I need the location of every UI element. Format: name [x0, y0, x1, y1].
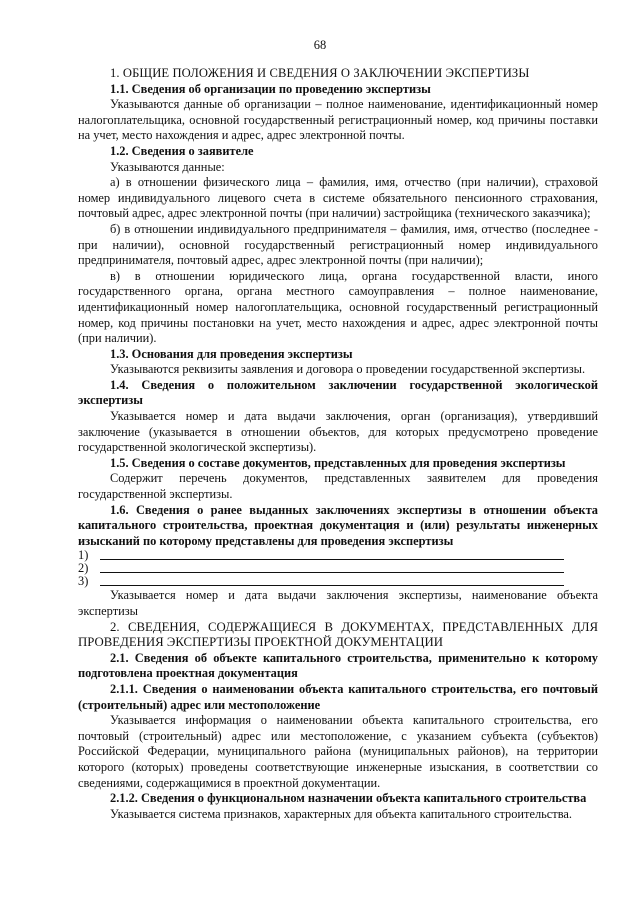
subsection-1-2-title: 1.2. Сведения о заявителе: [110, 143, 254, 158]
page-number: 68: [313, 38, 327, 52]
blank-rule: [100, 564, 564, 573]
blank-rule: [100, 551, 564, 560]
blank-line-2: [78, 562, 598, 575]
subsection-1-2-item-a: а) в отношении физического лица – фамилия, имя, отчество (при наличии), страховой номер индивидуального лицевого счета в системе обязательного пенсионного страхования, почтовый адрес, адрес электронной почты (при наличии) застройщика (технического заказчика);: [78, 175, 598, 221]
blank-line-1: [78, 549, 598, 562]
subsection-1-3-title: 1.3. Основания для проведения экспертизы: [110, 346, 353, 361]
subsection-2-1-1-text: Указывается информация о наименовании объекта капитального строительства, его почтовый (строительный) адрес или местоположение, с указанием субъекта (субъектов) Российской Федерации, муниципального района (муниципальных районов), на территории которого (которых) проведены соответствующие инженерные изыскания, в соответствии со сведениями, содержащимися в проектной документации.: [78, 713, 598, 790]
section-1-title: 1. ОБЩИЕ ПОЛОЖЕНИЯ И СВЕДЕНИЯ О ЗАКЛЮЧЕНИИ ЭКСПЕРТИЗЫ: [110, 66, 530, 80]
subsection-1-4-text: Указывается номер и дата выдачи заключения, орган (организация), утвердивший заключение (указывается в отношении объектов, для которых предусмотрено проведение государственной экологической экспертизы).: [78, 409, 598, 455]
subsection-2-1-1-title: 2.1.1. Сведения о наименовании объекта капитального строительства, его почтовый (строительный) адрес или местоположение: [78, 681, 598, 712]
subsection-1-1-text: Указываются данные об организации – полное наименование, идентификационный номер налогоплательщика, основной государственный регистрационный номер, код причины поставки на учет, место нахождения и адрес, адрес электронной почты.: [78, 97, 598, 143]
subsection-1-2-item-c: в) в отношении юридического лица, органа государственной власти, иного государственного органа, органа местного самоуправления – полное наименование, идентификационный номер налогоплательщика, основной государственный регистрационный номер, код причины постановки на учет, место нахождения и адрес, адрес электронной почты (при наличии).: [78, 268, 598, 346]
subsection-1-6-title: 1.6. Сведения о ранее выданных заключениях экспертизы в отношении объекта капитального строительства, проектная документация и (или) результаты инженерных изысканий по которому представлены для проведения экспертизы: [78, 502, 598, 548]
subsection-2-1-title: 2.1. Сведения об объекте капитального строительства, применительно к которому подготовлена проектная документация: [78, 650, 598, 681]
document-body: [78, 66, 598, 822]
subsection-1-5-text: Содержит перечень документов, представленных заявителем для проведения государственной экспертизы.: [78, 471, 598, 502]
subsection-1-2-intro: Указываются данные:: [110, 159, 225, 174]
subsection-2-1-2-title: 2.1.2. Сведения о функциональном назначении объекта капитального строительства: [110, 791, 587, 806]
section-2-title: 2. СВЕДЕНИЯ, СОДЕРЖАЩИЕСЯ В ДОКУМЕНТАХ, ПРЕДСТАВЛЕННЫХ ДЛЯ ПРОВЕДЕНИЯ ЭКСПЕРТИЗЫ ПРОЕКТНОЙ ДОКУМЕНТАЦИИ: [78, 619, 598, 650]
subsection-2-1-2-text: Указывается система признаков, характерных для объекта капитального строительства.: [110, 806, 573, 821]
subsection-1-4-title: 1.4. Сведения о положительном заключении государственной экологической экспертизы: [78, 377, 598, 408]
subsection-1-3-text: Указываются реквизиты заявления и договора о проведении государственной экспертизы.: [110, 362, 586, 377]
subsection-1-5-title: 1.5. Сведения о составе документов, представленных для проведения экспертизы: [110, 455, 566, 470]
blank-line-3: [78, 575, 598, 588]
blank-rule: [100, 577, 564, 586]
subsection-1-2-item-b: б) в отношении индивидуального предпринимателя – фамилия, имя, отчество (последнее - при наличии), основной государственный регистрационный номер индивидуального предпринимателя, почтовый адрес, адрес электронной почты (при наличии);: [78, 221, 598, 268]
blank-line-number: 3): [78, 574, 89, 589]
subsection-1-1-title: 1.1. Сведения об организации по проведению экспертизы: [110, 81, 431, 96]
blank-line-number: 1): [78, 548, 89, 563]
blank-line-number: 2): [78, 561, 89, 576]
subsection-1-6-text: Указывается номер и дата выдачи заключения экспертизы, наименование объекта экспертизы: [78, 588, 598, 618]
